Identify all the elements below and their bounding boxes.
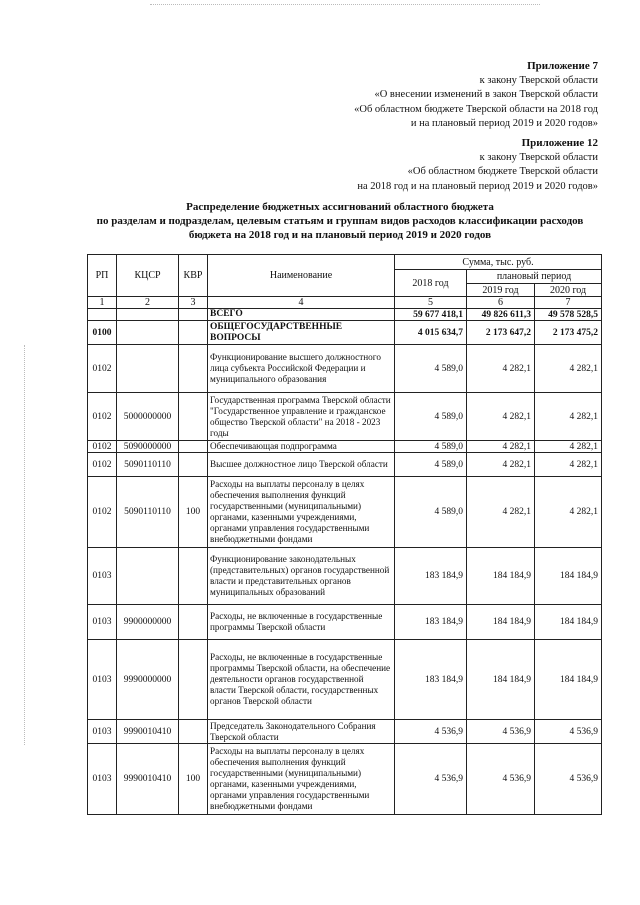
cell-name: Функционирование законодательных (представительных) органов государственной власти и представительных органов муниципальных образований [208,548,395,605]
appendix-7-header [354,59,598,132]
cell-kvr [179,453,208,477]
cell-rp: 0100 [88,321,117,345]
cell-2018: 59 677 418,1 [395,309,467,321]
cell-2018: 4 589,0 [395,393,467,441]
cell-2018: 4 589,0 [395,345,467,393]
header-name: Наименование [208,255,395,297]
appendix-7-title: Приложение 7 [527,60,598,72]
cell-kcsr: 9990000000 [117,640,179,720]
cell-2020: 184 184,9 [535,605,602,640]
cell-kcsr: 5090000000 [117,441,179,453]
column-number: 5 [395,297,467,309]
table-row [88,548,602,605]
cell-2020: 4 282,1 [535,441,602,453]
cell-2019: 184 184,9 [467,605,535,640]
cell-kvr [179,393,208,441]
cell-2020: 4 536,9 [535,720,602,744]
cell-2020: 4 282,1 [535,477,602,548]
cell-rp: 0102 [88,441,117,453]
cell-2018: 183 184,9 [395,605,467,640]
cell-rp: 0102 [88,477,117,548]
cell-rp: 0103 [88,744,117,815]
cell-2020: 49 578 528,5 [535,309,602,321]
cell-kvr [179,345,208,393]
cell-2018: 4 589,0 [395,453,467,477]
appendix-7-line: к закону Тверской области [479,74,598,86]
cell-rp: 0103 [88,548,117,605]
cell-2020: 4 282,1 [535,345,602,393]
column-number: 2 [117,297,179,309]
cell-name: Государственная программа Тверской области "Государственное управление и гражданское общество Тверской области" на 2018 - 2023 годы [208,393,395,441]
cell-2019: 4 282,1 [467,393,535,441]
cell-kcsr [117,309,179,321]
document-title [80,200,600,242]
table-row [88,640,602,720]
cell-kvr [179,548,208,605]
cell-kvr: 100 [179,744,208,815]
appendix-12-line: «Об областном бюджете Тверской области [407,166,598,177]
cell-name: Расходы, не включенные в государственные программы Тверской области, на обеспечение деятельности органов государственной власти Тверской области, государственных органов Тверской области [208,640,395,720]
cell-kvr [179,720,208,744]
scan-top-edge [150,4,540,5]
cell-kvr [179,309,208,321]
cell-kcsr: 9900000000 [117,605,179,640]
table-row [88,393,602,441]
cell-2019: 184 184,9 [467,640,535,720]
table-row [88,605,602,640]
document-title-line: Распределение бюджетных ассигнований областного бюджета [186,201,494,213]
cell-rp: 0102 [88,345,117,393]
table-row [88,441,602,453]
column-number: 1 [88,297,117,309]
appendix-7-line: «О внесении изменений в закон Тверской области [374,89,598,100]
cell-kvr [179,321,208,345]
cell-2020: 184 184,9 [535,548,602,605]
cell-name: Расходы на выплаты персоналу в целях обеспечения выполнения функций государственными (муниципальными) органами, казенными учреждениями, органами управления государственными внебюджетными фондами [208,477,395,548]
cell-rp: 0103 [88,640,117,720]
cell-rp: 0102 [88,453,117,477]
header-2020: 2020 год [535,284,602,297]
table-row [88,345,602,393]
cell-name: Расходы, не включенные в государственные программы Тверской области [208,605,395,640]
header-kcsr: КЦСР [117,255,179,297]
cell-kcsr [117,321,179,345]
cell-2019: 4 536,9 [467,744,535,815]
cell-kcsr: 9990010410 [117,744,179,815]
cell-rp [88,309,117,321]
cell-2018: 183 184,9 [395,548,467,605]
cell-2018: 4 589,0 [395,477,467,548]
cell-kvr: 100 [179,477,208,548]
appendix-7-line: и на плановый период 2019 и 2020 годов» [410,118,598,129]
cell-2020: 4 282,1 [535,453,602,477]
cell-2020: 4 536,9 [535,744,602,815]
cell-kcsr: 5090110110 [117,453,179,477]
table-row [88,309,602,321]
cell-name: Обеспечивающая подпрограмма [208,441,395,453]
header-kvr: КВР [179,255,208,297]
cell-2020: 4 282,1 [535,393,602,441]
cell-kvr [179,605,208,640]
table-row [88,453,602,477]
header-2019: 2019 год [467,284,535,297]
cell-2018: 4 589,0 [395,441,467,453]
cell-name: Расходы на выплаты персоналу в целях обеспечения выполнения функций государственными (муниципальными) органами, казенными учреждениями, органами управления государственными внебюджетными фондами [208,744,395,815]
cell-name: ВСЕГО [208,309,395,321]
cell-2019: 4 282,1 [467,477,535,548]
cell-2019: 4 282,1 [467,441,535,453]
cell-kcsr: 9990010410 [117,720,179,744]
column-number: 3 [179,297,208,309]
cell-2018: 4 015 634,7 [395,321,467,345]
cell-kcsr: 5000000000 [117,393,179,441]
scan-binding-edge [24,345,26,745]
cell-kcsr [117,548,179,605]
appendix-12-line: к закону Тверской области [479,151,598,163]
cell-name: ОБЩЕГОСУДАРСТВЕННЫЕ ВОПРОСЫ [208,321,395,345]
header-2018: 2018 год [395,270,467,297]
cell-name: Функционирование высшего должностного лица субъекта Российской Федерации и муниципального образования [208,345,395,393]
cell-kvr [179,640,208,720]
cell-2019: 4 536,9 [467,720,535,744]
column-number: 4 [208,297,395,309]
cell-2019: 2 173 647,2 [467,321,535,345]
cell-name: Председатель Законодательного Собрания Тверской области [208,720,395,744]
cell-2020: 184 184,9 [535,640,602,720]
cell-2019: 184 184,9 [467,548,535,605]
appendix-12-header [357,136,598,194]
cell-kcsr: 5090110110 [117,477,179,548]
column-number: 6 [467,297,535,309]
document-title-line: по разделам и подразделам, целевым статьям и группам видов расходов классификации расходов [96,215,584,227]
column-numbers-row [88,297,602,309]
table-row [88,321,602,345]
table-row [88,720,602,744]
cell-2019: 4 282,1 [467,453,535,477]
cell-2018: 183 184,9 [395,640,467,720]
cell-2019: 4 282,1 [467,345,535,393]
cell-rp: 0103 [88,720,117,744]
column-number: 7 [535,297,602,309]
appendix-7-line: «Об областном бюджете Тверской области на 2018 год [354,103,598,115]
header-rp: РП [88,255,117,297]
header-plan-period: плановый период [467,270,602,284]
table-row [88,477,602,548]
cell-2018: 4 536,9 [395,744,467,815]
cell-rp: 0102 [88,393,117,441]
cell-rp: 0103 [88,605,117,640]
cell-name: Высшее должностное лицо Тверской области [208,453,395,477]
budget-table [87,254,602,815]
cell-2018: 4 536,9 [395,720,467,744]
cell-kvr [179,441,208,453]
cell-2020: 2 173 475,2 [535,321,602,345]
table-row [88,744,602,815]
document-title-line: бюджета на 2018 год и на плановый период 2019 и 2020 годов [188,229,492,241]
appendix-12-line: на 2018 год и на плановый период 2019 и 2020 годов» [357,180,598,192]
header-sum: Сумма, тыс. руб. [395,255,602,270]
appendix-12-title: Приложение 12 [521,137,598,149]
cell-2019: 49 826 611,3 [467,309,535,321]
cell-kcsr [117,345,179,393]
